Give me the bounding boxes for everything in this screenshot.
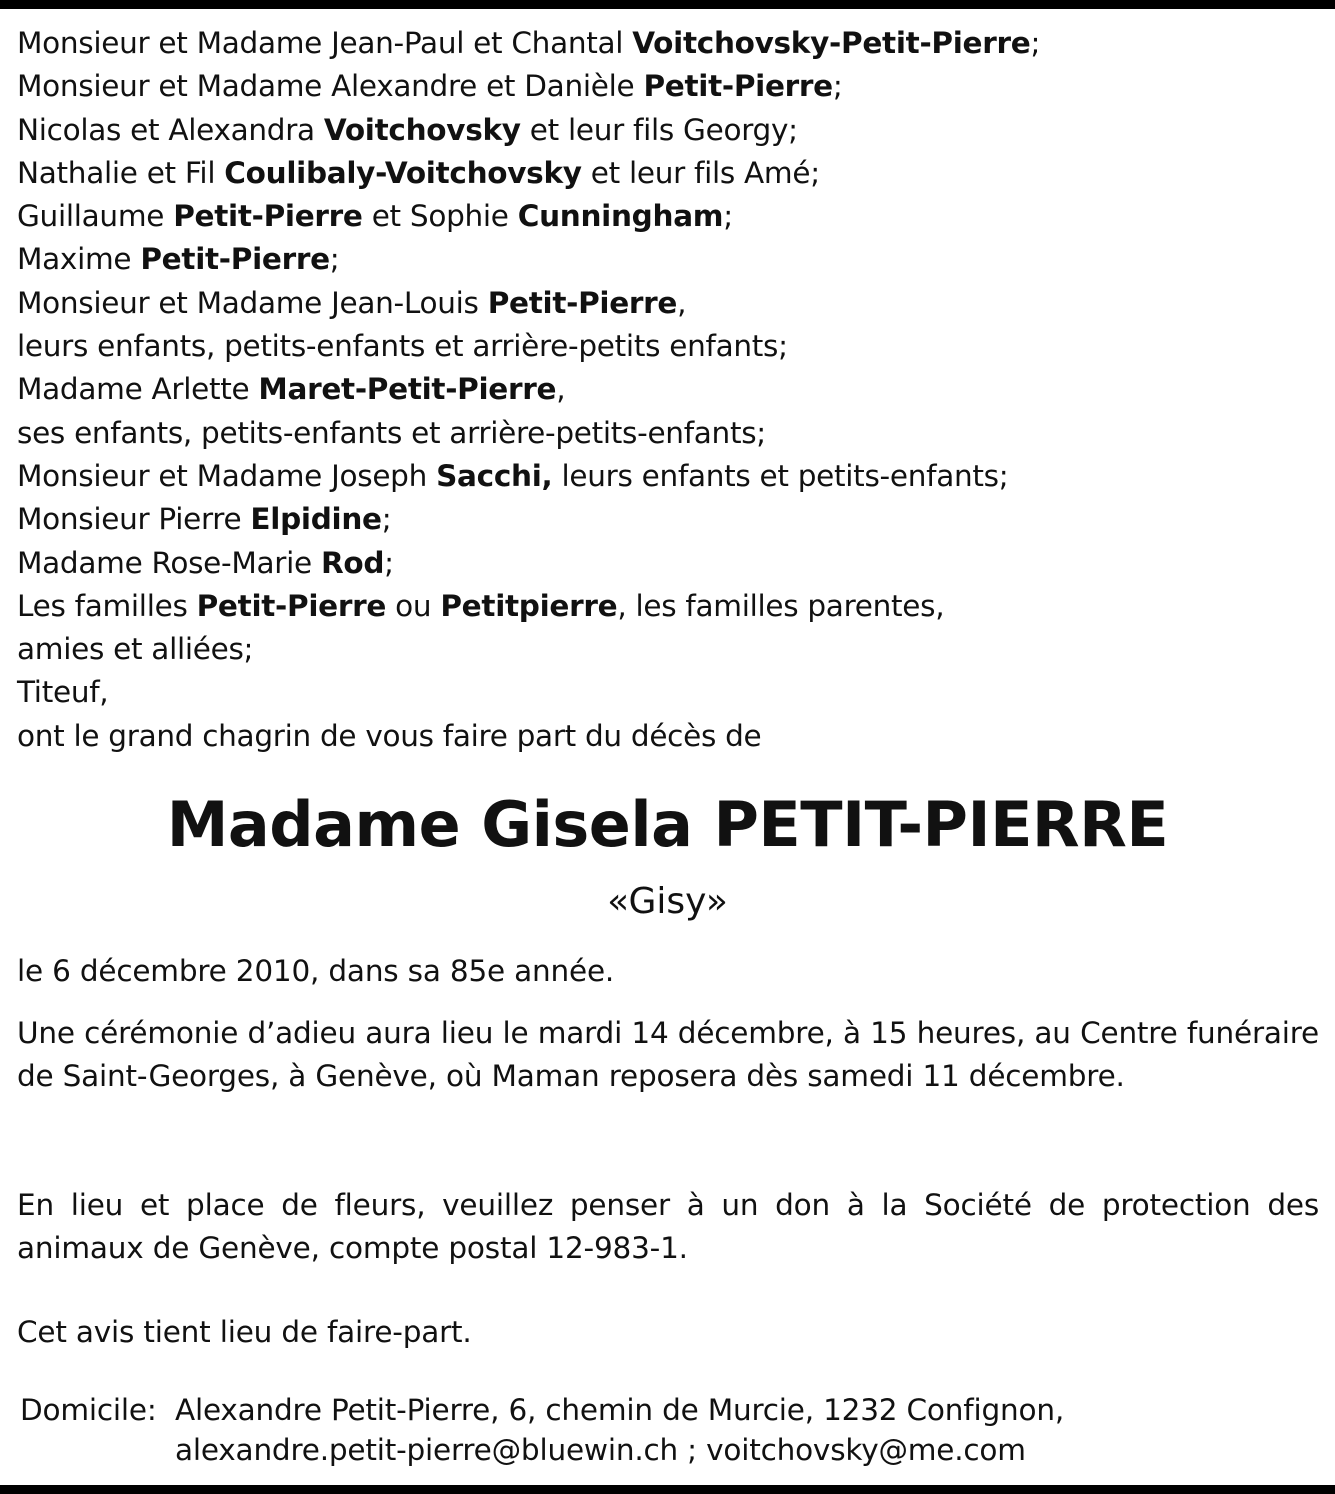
bottom-rule xyxy=(0,1485,1335,1494)
family-surname: Coulibaly-Voitchovsky xyxy=(224,155,582,190)
family-line xyxy=(17,412,1317,455)
family-text: Titeuf, xyxy=(17,675,109,710)
family-text: Monsieur Pierre xyxy=(17,502,251,537)
family-text: amies et alliées; xyxy=(17,632,254,667)
family-surname: Petit-Pierre xyxy=(196,588,387,623)
family-text: Madame Rose-Marie xyxy=(17,545,321,580)
family-surname: Petit-Pierre xyxy=(173,199,363,234)
family-text: Les familles xyxy=(17,588,197,623)
ceremony-paragraph: Une cérémonie d’adieu aura lieu le mardi 14 décembre, à 15 heures, au Centre funéraire de Saint-Georges, à Genève, où Maman reposera dès samedi 11 décembre. xyxy=(17,1016,1319,1093)
family-surname: Petit-Pierre xyxy=(487,285,678,320)
family-text: et leur fils Georgy; xyxy=(520,112,798,147)
family-line xyxy=(17,671,1317,714)
family-text: , les familles parentes, xyxy=(617,588,945,623)
family-line xyxy=(17,498,1317,541)
family-text: Madame Arlette xyxy=(17,372,259,407)
deceased-name: Madame Gisela PETIT-PIERRE xyxy=(166,788,1169,861)
family-line xyxy=(17,65,1317,108)
family-text: , xyxy=(556,372,566,407)
domicile-label: Domicile: xyxy=(20,1393,157,1427)
family-text: Monsieur et Madame Jean-Louis xyxy=(17,285,488,320)
family-text: Maxime xyxy=(17,242,141,277)
family-surname: Cunningham xyxy=(517,199,724,234)
family-line xyxy=(17,109,1317,152)
death-date: le 6 décembre 2010, dans sa 85e année. xyxy=(17,954,615,988)
family-text: ; xyxy=(329,242,340,277)
family-surname: Voitchovsky-Petit-Pierre xyxy=(632,26,1031,60)
family-text: ont le grand chagrin de vous faire part du décès de xyxy=(17,718,762,753)
family-line xyxy=(17,715,1317,758)
family-text: ; xyxy=(832,69,843,104)
domicile-emails: alexandre.petit-pierre@bluewin.ch ; voitchovsky@me.com xyxy=(175,1433,1026,1467)
family-text: ou xyxy=(386,588,441,623)
family-text: leurs enfants, petits-enfants et arrière-petits enfants; xyxy=(17,329,788,364)
family-text: Guillaume xyxy=(17,199,174,234)
family-text: Nicolas et Alexandra xyxy=(17,112,324,147)
family-text: , xyxy=(677,285,687,320)
family-surname: Sacchi, xyxy=(436,458,553,493)
family-text: ; xyxy=(723,199,733,234)
family-surname: Petit-Pierre xyxy=(643,69,833,104)
family-surname: Elpidine xyxy=(250,502,382,537)
family-text: Monsieur et Madame Alexandre et Danièle xyxy=(17,69,644,104)
domicile-block xyxy=(20,1390,1064,1470)
family-surname: Voitchovsky xyxy=(323,112,521,147)
family-line xyxy=(17,542,1317,585)
family-text: et Sophie xyxy=(362,199,518,234)
family-line xyxy=(17,455,1317,498)
families-list xyxy=(17,22,1317,758)
family-surname: Rod xyxy=(320,545,385,580)
deceased-nickname: «Gisy» xyxy=(607,881,728,922)
family-line xyxy=(17,195,1317,238)
flowers-paragraph: En lieu et place de fleurs, veuillez penser à un don à la Société de protection des animaux de Genève, compte postal 12-983-1. xyxy=(17,1188,1319,1265)
family-text: ; xyxy=(1030,26,1041,60)
family-text: leurs enfants et petits-enfants; xyxy=(552,458,1009,493)
family-line xyxy=(17,368,1317,411)
family-text: et leur fils Amé; xyxy=(581,155,820,190)
family-text: ; xyxy=(381,502,392,537)
family-text: ses enfants, petits-enfants et arrière-petits-enfants; xyxy=(17,415,766,450)
family-text: Monsieur et Madame Jean-Paul et Chantal xyxy=(17,26,633,60)
family-surname: Petitpierre xyxy=(440,588,618,623)
family-line xyxy=(17,325,1317,368)
family-line xyxy=(17,238,1317,281)
family-line xyxy=(17,585,1317,628)
notice-paragraph: Cet avis tient lieu de faire-part. xyxy=(17,1315,472,1349)
family-line xyxy=(17,282,1317,325)
family-line xyxy=(17,22,1317,65)
family-text: Nathalie et Fil xyxy=(17,155,225,190)
top-rule xyxy=(0,0,1335,9)
family-text: ; xyxy=(384,545,394,580)
family-surname: Petit-Pierre xyxy=(140,242,330,277)
domicile-address: Alexandre Petit-Pierre, 6, chemin de Murcie, 1232 Confignon, xyxy=(174,1393,1065,1427)
family-line xyxy=(17,628,1317,671)
family-line xyxy=(17,152,1317,195)
family-text: Monsieur et Madame Joseph xyxy=(17,458,437,493)
family-surname: Maret-Petit-Pierre xyxy=(258,372,557,407)
